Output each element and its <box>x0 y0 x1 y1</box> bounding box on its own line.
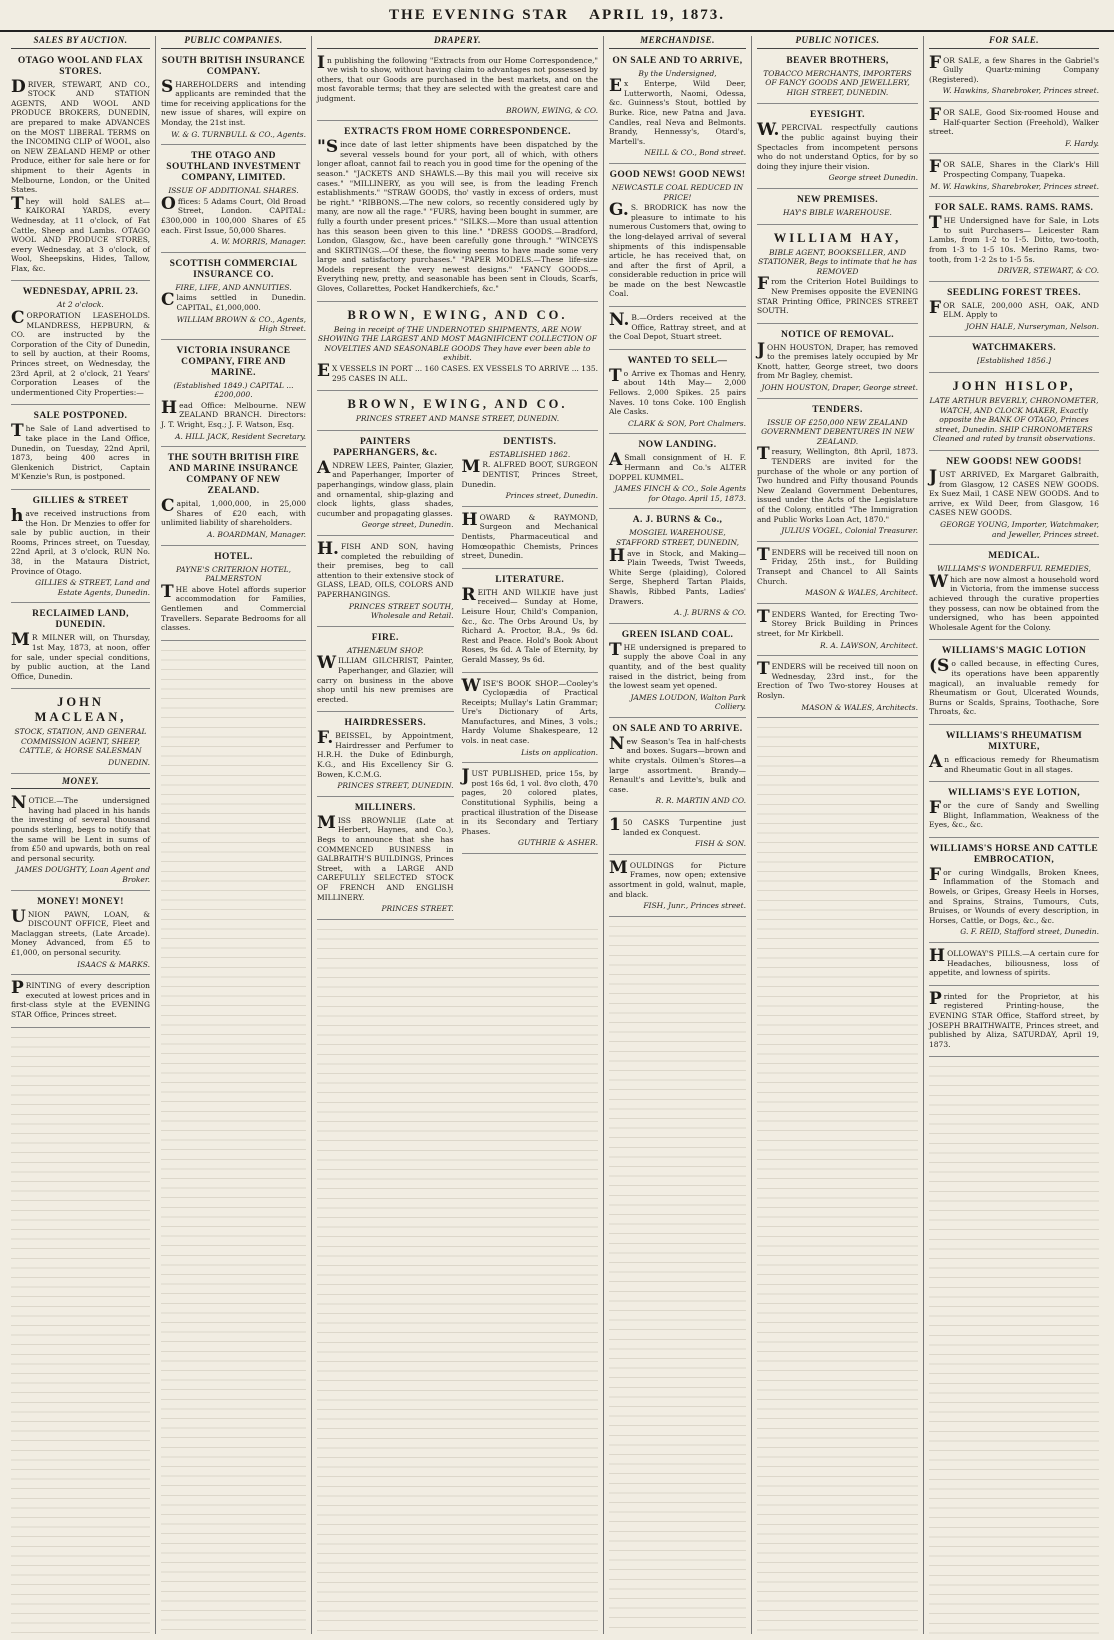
advertisement-body: New Season's Tea in half-chests and boxes. Sugars—brown and white crystals. Oilmen's Stores—a large assortment. Brandy—Renault's and Levitte's, bulk and case. <box>609 733 746 794</box>
advertisement-title: WILLIAMS'S HORSE AND CATTLE EMBROCATION, <box>929 843 1099 865</box>
column-small-print <box>11 1031 150 1634</box>
advertisement-body: MISS BROWNLIE (Late at Herbert, Haynes, and Co.), Begs to announce that she has COMMENCED BUSINESS in GALBRAITH'S BUILDINGS, Princes Street, with a LARGE AND CAREFULLY SELECTED STOCK OF FRENCH AND ENGLISH MILLINERY. <box>317 812 454 902</box>
advertisement-body: Capital, 1,000,000, in 25,000 Shares of £20 each, with unlimited liability of shareholders. <box>161 496 306 528</box>
advertisement-signature: George street Dunedin. <box>828 173 918 183</box>
advertisement-signature: FISH, Junr., Princes street. <box>643 901 746 911</box>
advertisement-body: HOWARD & RAYMOND, Surgeon and Mechanical Dentists, Pharmaceutical and Homœopathic Chemists, Princes street, Dunedin. <box>461 509 598 561</box>
advertisement-body: F.BEISSEL, by Appointment, Hairdresser and Perfumer to H.R.H. the Duke of Edinburgh, K.G., and His Excellency Sir G. Bowen, K.C.M.G. <box>317 728 454 779</box>
section-header: PUBLIC COMPANIES. <box>161 36 306 49</box>
advertisement-body: TENDERS will be received till noon on Wednesday, 23rd inst., for the Erection of Two Two-storey Houses at Roslyn. <box>757 659 918 700</box>
column-merchandise <box>604 36 752 1634</box>
column-auctions <box>6 36 156 1634</box>
column-small-print <box>929 1060 1099 1634</box>
advertisement-title: WILLIAMS'S RHEUMATISM MIXTURE, <box>945 730 1083 752</box>
advertisement-title: SOUTH BRITISH INSURANCE COMPANY. <box>161 55 306 77</box>
advertisement-body: EX VESSELS IN PORT ... 160 CASES. EX VESSELS TO ARRIVE ... 135. 295 CASES IN ALL. <box>317 361 598 383</box>
advertisement <box>609 512 746 623</box>
advertisement <box>929 157 1099 197</box>
advertisement-subtitle: NEWCASTLE COAL REDUCED IN PRICE! <box>611 182 744 202</box>
advertisement-signature: GILLIES & STREET, Land and Estate Agents, Dunedin. <box>35 578 150 597</box>
advertisement <box>929 285 1099 338</box>
advertisement-signature: MASON & WALES, Architect. <box>805 588 918 598</box>
column-drapery <box>312 36 604 1634</box>
advertisement-body: An efficacious remedy for Rheumatism and Rheumatic Gout in all stages. <box>929 751 1099 774</box>
subcolumn-right <box>462 434 599 923</box>
advertisement <box>11 894 150 976</box>
advertisement-title: PAINTERS PAPERHANGERS, &c. <box>333 436 438 458</box>
advertisement <box>317 539 454 627</box>
advertisement <box>317 800 454 920</box>
advertisement-title: JOHN MACLEAN, <box>34 695 127 725</box>
advertisement-title: THE OTAGO AND SOUTHLAND INVESTMENT COMPANY, LIMITED. <box>166 151 301 184</box>
advertisement-body: Treasury, Wellington, 8th April, 1873. TENDERS are invited for the purchase of the whole or any portion of Two hundred and Fifty thousand Pounds New Zealand Government Debentures, issued under the Acts of the Legislature of the Colony, entitled "The Immigration and Public Works Loan Act, 1870." <box>757 444 918 524</box>
advertisement-body: W.PERCIVAL respectfully cautions the public against buying their Spectacles from incompetent persons who do not understand Optics, for by so doing they injure their vision. <box>757 120 918 171</box>
advertisement <box>929 454 1099 545</box>
advertisement-title: RECLAIMED LAND, DUNEDIN. <box>32 609 129 631</box>
advertisement <box>757 192 918 225</box>
advertisement <box>317 630 454 713</box>
advertisement-title: NOW LANDING. <box>638 440 717 451</box>
advertisement-body: have received instructions from the Hon. Dr Menzies to offer for sale by public auction, in their Rooms, Princes street, on Tuesday, 22nd April, at 3 o'clock, RUN No. 38, in the Mataura District, Province of Otago. <box>11 505 150 576</box>
advertisement-body: TENDERS will be received till noon on Friday, 25th inst., for Building Transept and Chancel to All Saints Church. <box>757 544 918 586</box>
advertisement-subtitle: WILLIAMS'S WONDERFUL REMEDIES, <box>937 564 1091 574</box>
advertisement-signature: W. Hawkins, Sharebroker, Princes street. <box>942 86 1099 96</box>
advertisement <box>11 978 150 1027</box>
advertisement-title: ON SALE AND TO ARRIVE, <box>612 55 743 66</box>
advertisement <box>161 450 306 545</box>
advertisement-subtitle: BIBLE AGENT, BOOKSELLER, AND STATIONER, Begs to intimate that he has REMOVED <box>758 247 917 276</box>
advertisement-signature: A. J. BURNS & CO. <box>674 608 746 618</box>
advertisement-body: JUST PUBLISHED, price 15s, by post 16s 6d, 1 vol. 8vo cloth, 470 pages, 20 colored plates, Constitutional Syphilis, being a practical illustration of the Disease in its Secondary and Tertiary Phases. <box>461 766 598 836</box>
masthead <box>0 0 1114 32</box>
column-public-notices <box>752 36 924 1634</box>
advertisement-body: NOTICE.—The undersigned having had placed in his hands the investing of several thousand pounds sterling, begs to notify that the same will be Lent in sums of from £50 and upwards, both on real and personal security. <box>11 793 150 863</box>
advertisement-title: BROWN, EWING, AND CO. <box>347 397 568 412</box>
advertisement-body: H.FISH AND SON, having completed the rebuilding of their premises, beg to call attention to their extensive stock of GLASS, LEAD, OILS, COLORS AND PAPERHANGINGS. <box>317 538 454 599</box>
advertisement-body: (So called because, in effecting Cures, its operations have been apparently magical), an invaluable remedy for Rheumatism or Gout, Ulcerated Wounds, Burns or Scalds, Sprains, Toothache, Sore Throats, &c. <box>929 656 1099 717</box>
advertisement-title: ON SALE AND TO ARRIVE. <box>612 723 743 734</box>
advertisement <box>11 692 150 773</box>
advertisement-body: JUST ARRIVED, Ex Margaret Galbraith, from Glasgow, 12 CASES NEW GOODS. Ex Suez Mail, 1 CASE NEW GOODS. And to arrive, ex Wild Deer, from Glasgow, 16 CASES NEW GOODS. <box>929 467 1099 518</box>
advertisement-signature: MASON & WALES, Architects. <box>801 702 918 712</box>
advertisement-subtitle: (Established 1849.) CAPITAL ... £200,000. <box>173 380 294 400</box>
advertisement <box>462 510 599 569</box>
advertisement-title: EYESIGHT. <box>810 110 865 121</box>
column-public-companies <box>156 36 312 1634</box>
advertisement-subtitle: ESTABLISHED 1862. <box>489 449 571 459</box>
column-small-print <box>317 923 598 1634</box>
advertisement-body: WISE'S BOOK SHOP.—Cooley's Cyclopædia of Practical Receipts; Mullay's Latin Grammar; Ure's Dictionary of Arts, Manufactures, and Mines, 3 vols.; Hardy Volume Shakespeare, 12 vols. in neat case. <box>461 675 598 746</box>
advertisement-body: REITH AND WILKIE have just received— Sunday at Home, Leisure Hour, Child's Companion, &c., &c. The Orbs Around Us, by Richard A. Proctor, B.A., 9s 6d. Rest and Peace. Hold's Book About Roses, 9s 6d. A Tale of Eternity, by Gerald Massey, 9s 6d. <box>461 584 598 664</box>
advertisement-body: Have in Stock, and Making— Plain Tweeds, Twist Tweeds, White Serge (plaiding), Colored Serge, Shepherd Tartan Plaids, Shawls, Ribbed Pants, Ladies' Drawers. <box>609 545 746 606</box>
advertisement-signature: F. Hardy. <box>1065 138 1099 148</box>
advertisement-subtitle: At 2 o'clock. <box>57 300 104 310</box>
advertisement-body: Offices: 5 Adams Court, Old Broad Street, London. CAPITAL: £300,000 in 100,000 Shares of £5 each. First Issue, 50,000 Shares. <box>161 193 306 235</box>
advertisement <box>609 437 746 509</box>
advertisement <box>11 793 150 890</box>
advertisement <box>161 148 306 253</box>
advertisement-title: VICTORIA INSURANCE COMPANY, FIRE AND MARINE. <box>176 345 291 378</box>
advertisement-title: MEDICAL. <box>988 551 1040 562</box>
advertisement-body: HOLLOWAY'S PILLS.—A certain cure for Headaches, biliousness, loss of appetite, and lowness of spirits. <box>929 946 1099 978</box>
advertisement-body: WILLIAM GILCHRIST, Painter, Paperhanger, and Glazier, will carry on business in the above shop until his new premises are erected. <box>317 653 454 704</box>
advertisement-title: TENDERS. <box>812 404 863 415</box>
advertisement-title: EXTRACTS FROM HOME CORRESPONDENCE. <box>344 127 571 138</box>
advertisement-body: Printed for the Proprietor, at his registered Printing-house, the EVENING STAR Office, Stafford street, by JOSEPH BRAITHWAITE, Princes street, and published by Aliza, SATURDAY, April 19, 1873. <box>929 988 1099 1049</box>
advertisement-title: A. J. BURNS & Co., <box>632 515 723 526</box>
advertisement-body: To Arrive ex Thomas and Henry, about 14th May— 2,000 Fellows. 2,000 Spikes. 25 pairs Naves. 10 tons Coke. 100 English Ale Casks. <box>609 365 746 417</box>
column-small-print <box>609 920 746 1634</box>
advertisement-signature: George street, Dunedin. <box>361 520 454 530</box>
advertisement-subtitle: FIRE, LIFE, AND ANNUITIES. <box>175 282 292 292</box>
advertisement-signature: R. R. MARTIN AND CO. <box>655 796 746 806</box>
advertisement <box>757 228 918 324</box>
advertisement-title: GILLIES & STREET <box>32 495 129 506</box>
advertisement <box>929 785 1099 838</box>
advertisement-title: MILLINERS. <box>354 802 416 813</box>
advertisement-body: In publishing the following "Extracts from our Home Correspondence," we wish to show, without having claim to advantages not possessed by others, that our Goods are purchased in the best markets, and on the most favorable terms; that they are selected with the greatest care and judgment. <box>317 52 598 103</box>
advertisement-signature: JAMES DOUGHTY, Loan Agent and Broker. <box>15 865 150 884</box>
advertisement-title: HAIRDRESSERS. <box>344 718 426 729</box>
section-header: MONEY. <box>11 777 150 790</box>
advertisement-body: SHAREHOLDERS and intending applicants are reminded that the time for receiving applications for the new issue of shares, will expire on Monday, the 21st inst. <box>161 76 306 127</box>
column-small-print <box>757 721 918 1634</box>
advertisement-body: ASmall consignment of H. F. Hermann and Co.'s ALTER DOPPEL KUMMEL. <box>609 450 746 482</box>
advertisement-title: DENTISTS. <box>503 436 557 447</box>
advertisement-title: NOTICE OF REMOVAL. <box>780 329 895 340</box>
advertisement <box>161 343 306 448</box>
advertisement-body: TENDERS Wanted, for Erecting Two-Storey Brick Building in Princes street, for Mr Kirkbell. <box>757 606 918 638</box>
advertisement <box>757 545 918 604</box>
advertisement-title: LITERATURE. <box>495 574 565 585</box>
advertisement-title: WILLIAM HAY, <box>773 230 902 245</box>
advertisement <box>317 715 454 797</box>
drapery-subcolumns <box>317 434 598 923</box>
advertisement-signature: JAMES FINCH & CO., Sole Agents for Otago. April 15, 1873. <box>614 484 746 503</box>
issue-date: APRIL 19, 1873. <box>589 7 725 23</box>
advertisement <box>929 548 1099 640</box>
advertisement <box>11 53 150 282</box>
advertisement-title: MONEY! MONEY! <box>37 896 124 907</box>
advertisement-body: PRINTING of every description executed at lowest prices and in first-class style at the EVENING STAR Office, Princes street. <box>11 978 150 1019</box>
advertisement-body: From the Criterion Hotel Buildings to New Premises opposite the EVENING STAR Printing Office, PRINCES STREET SOUTH. <box>757 274 918 316</box>
advertisement <box>929 728 1099 782</box>
advertisement <box>462 572 599 673</box>
advertisement-signature: Princes street, Dunedin. <box>505 491 598 501</box>
advertisement-body: FOR SALE, a few Shares in the Gabriel's Gully Quartz-mining Company (Registered). <box>929 52 1099 84</box>
advertisement-subtitle: LATE ARTHUR BEVERLY, CHRONOMETER, WATCH, AND CLOCK MAKER, Exactly opposite the BANK OF OTAGO, Princes street, Dunedin. SHIP CHRONOMETERS Cleaned and rated by transit observations. <box>929 396 1099 444</box>
advertisement-title: SCOTTISH COMMERCIAL INSURANCE CO. <box>169 258 298 280</box>
column-small-print <box>161 644 306 1634</box>
advertisement-signature: PRINCES STREET SOUTH, Wholesale and Retail. <box>348 601 454 621</box>
advertisement-subtitle: MOSGIEL WAREHOUSE, STAFFORD STREET, DUNEDIN, <box>616 528 739 547</box>
advertisement-subtitle: PRINCES STREET AND MANSE STREET, DUNEDIN. <box>355 414 560 424</box>
advertisement-signature: ISAACS & MARKS. <box>77 959 150 969</box>
advertisement-title: WATCHMAKERS. <box>971 343 1057 354</box>
advertisement-signature: Lists on application. <box>521 747 598 757</box>
advertisement-subtitle: By the Undersigned, <box>638 68 717 78</box>
advertisement-signature: A. W. MORRIS, Manager. <box>211 237 306 247</box>
advertisement-subtitle: TOBACCO MERCHANTS, IMPORTERS OF FANCY GOODS AND JEWELLERY, HIGH STREET, DUNEDIN. <box>763 68 912 97</box>
advertisement-body: Ex Enterpe, Wild Deer, Lutterworth, Naomi, Odessa, &c. Guinness's Stout, bottled by Burke. Rice, new Patna and Java. Candles, real Neva and Belmonts. Brandy, Hennessy's, Otard's, Martell's. <box>609 76 746 146</box>
advertisement-signature: JAMES LOUDON, Walton Park Colliery. <box>630 692 746 712</box>
advertisement <box>929 105 1099 154</box>
advertisement-subtitle: [Established 1856.] <box>976 356 1052 366</box>
advertisement <box>757 402 918 542</box>
advertisement <box>11 284 150 405</box>
advertisement-signature: DUNEDIN. <box>108 758 150 768</box>
advertisement-body: FOR SALE, Good Six-roomed House and Half-quarter Section (Freehold), Walker street. <box>929 104 1099 137</box>
column-for-sale <box>924 36 1104 1634</box>
advertisement-body: THE above Hotel affords superior accommodation for Families, Gentlemen and Commercial Travellers. Separate Bedrooms for all classes. <box>161 581 306 633</box>
advertisement-body: For curing Windgalls, Broken Knees, Inflammation of the Stomach and Bowels, or Gripes, Greasy Heels in Horses, and Sprains, Strains, Tumours, Cuts, Bruises, or Wounds of every description, in Horses, Cattle, or Dogs, &c., &c. <box>929 864 1099 925</box>
advertisement-body: ANDREW LEES, Painter, Glazier, and Paperhanger, Importer of paperhangings, window glass, plain and ornamental, ship-glazing and clock lights, glass shades, cucumber and propagating glasses. <box>317 457 454 518</box>
advertisement-body: N.B.—Orders received at the Office, Rattray street, and at the Coal Depot, Stuart street. <box>609 310 746 342</box>
advertisement-title: FIRE. <box>371 632 399 643</box>
advertisement-title: WEDNESDAY, APRIL 23. <box>22 287 139 298</box>
advertisement <box>609 627 746 718</box>
advertisement-body: For the cure of Sandy and Swelling Blight, Inflammation, Weakness of the Eyes, &c., &c. <box>929 798 1099 830</box>
advertisement-subtitle: ISSUE OF £250,000 NEW ZEALAND GOVERNMENT DEBENTURES IN NEW ZEALAND. <box>761 417 914 446</box>
advertisement-signature: NEILL & CO., Bond street. <box>644 148 746 158</box>
advertisement <box>609 858 746 917</box>
section-header: DRAPERY. <box>317 36 598 49</box>
section-header: PUBLIC NOTICES. <box>757 36 918 49</box>
advertisement-body: FOR SALE, Shares in the Clark's Hill Prospecting Company, Tuapeka. <box>929 157 1099 179</box>
section-header: MERCHANDISE. <box>609 36 746 49</box>
advertisement <box>757 53 918 105</box>
advertisement <box>609 721 746 812</box>
advertisement <box>757 107 918 189</box>
advertisement-body: THE undersigned is prepared to supply the above Coal in any quantity, and of the best quality raised in the district, being from the lowest seam yet opened. <box>609 639 746 691</box>
advertisement-signature: JOHN HALE, Nurseryman, Nelson. <box>965 321 1099 331</box>
advertisement-title: GOOD NEWS! GOOD NEWS! <box>609 169 746 180</box>
advertisement-title: GREEN ISLAND COAL. <box>621 629 734 640</box>
advertisement <box>462 434 599 507</box>
advertisement <box>929 946 1099 986</box>
advertisement-body: DRIVER, STEWART, AND CO., STOCK AND STATION AGENTS, AND WOOL AND PRODUCE BROKERS, DUNEDIN, are prepared to make ADVANCES on the MOST LIBERAL TERMS on the INCOMING CLIP of WOOL, also on NEW ZEALAND HEMP or other Produce, either for sale here or for shipment to their Agents in Melbourne, London, or the United States. <box>11 76 150 195</box>
advertisement-body: The Sale of Land advertised to take place in the Land Office, Dunedin, on Tuesday, 22nd April, 1873, being 400 acres in Glenkenich District, Captain M'Kenzie's Run, is postponed. <box>11 421 150 482</box>
page-columns <box>6 36 1108 1634</box>
advertisement <box>317 305 598 392</box>
advertisement-title: WANTED TO SELL— <box>627 355 728 366</box>
advertisement-signature: FISH & SON. <box>694 839 746 849</box>
advertisement-body-extra: They will hold SALES at— KAIKORAI YARDS, every Wednesday, at 11 o'clock, of Fat Cattle, Sheep and Lambs. OTAGO WOOL AND PRODUCE STORES, every Wednesday, at 3 o'clock, of Wool, Sheepskins, Hides, Tallow, Flax, &c. <box>11 193 150 273</box>
advertisement-signature: GEORGE YOUNG, Importer, Watchmaker, and Jeweller, Princes street. <box>940 520 1099 539</box>
advertisement <box>11 493 150 603</box>
advertisement <box>929 376 1099 451</box>
advertisement-title: NEW PREMISES. <box>796 194 879 205</box>
advertisement <box>929 340 1099 373</box>
advertisement-signature: GUTHRIE & ASHER. <box>518 838 598 848</box>
advertisement <box>161 549 306 641</box>
advertisement-body: CORPORATION LEASEHOLDS. MLANDRESS, HEPBURN, & CO. are instructed by the Corporation of the City of Dunedin, to sell by auction, at their Rooms, Princes street, on Wednesday, the 23rd April, at 2 o'clock, 21 Years' Corporation Leases of the undermentioned City Properties:— <box>11 308 150 397</box>
advertisement-body: THE Undersigned have for Sale, in Lots to suit Purchasers— Leicester Ram Lambs, from 1-2 to 1-5. Ditto, two-tooth, from 1-3 to 1-5 10s. Merino Rams, two-tooth, from 1-2 2s to 1-5 5s. <box>929 213 1099 264</box>
advertisement-signature: BROWN, EWING, & CO. <box>506 105 598 115</box>
advertisement <box>929 989 1099 1058</box>
subcolumn-left <box>317 434 454 923</box>
advertisement <box>462 766 599 854</box>
newspaper-title: THE EVENING STAR <box>389 7 570 23</box>
advertisement <box>317 124 598 302</box>
section-header: FOR SALE. <box>929 36 1099 49</box>
advertisement-title: JOHN HISLOP, <box>952 379 1076 394</box>
advertisement-title: FOR SALE. RAMS. RAMS. RAMS. <box>934 203 1094 214</box>
advertisement <box>609 815 746 855</box>
advertisement-body: Which are now almost a household word in Victoria, from the immense success achieved through the curative properties they possess, can now be obtained from the undersigned, who has been appointed Wholesale Agent for the Colony. <box>929 571 1099 632</box>
advertisement-signature: W. & G. TURNBULL & CO., Agents. <box>171 129 306 139</box>
advertisement-title: BROWN, EWING, AND CO. <box>347 307 568 322</box>
advertisement <box>609 167 746 307</box>
advertisement <box>757 659 918 718</box>
advertisement <box>317 53 598 122</box>
advertisement <box>11 606 150 689</box>
advertisement <box>757 607 918 656</box>
advertisement-body: "Since date of last letter shipments have been dispatched by the several vessels bound for your port, all of which, with others longer afloat, cannot fail to reach you in good time for the opening of the season." "JACKETS AND SHAWLS.—By this mail you will receive six cases." "MILLINERY, as you will see, is from the leading French establishments." "STRAW GOODS, tho' vastly in excess of orders, must be right." "RIBBONS.—The new colors, so recently considered ugly by many, are now all the rage." "FURS, having been bought in summer, are fully a fourth under present prices." "SILKS.—More than usual attention has this season been given to this line." "DRESS GOODS.—Bradford, London, Glasgow, &c., have been carefully gone through." "WINCEYS and SKIRTINGS.—Of these, the flowing seems to have made some very large and satisfactory purchases." "PAPER MODELS.—These life-size Models represent the very newest designs." "FANCY GOODS.—Everything new, pretty, and seasonable has been sent in Clouds, Scarfs, Gloves, Collarettes, Pocket Handkerchiefs, &c." <box>317 137 598 294</box>
advertisement <box>462 676 599 764</box>
advertisement <box>317 394 598 431</box>
advertisement <box>929 53 1099 102</box>
advertisement-signature: CLARK & SON, Port Chalmers. <box>627 418 746 428</box>
advertisement-title: THE SOUTH BRITISH FIRE AND MARINE INSURANCE COMPANY OF NEW ZEALAND. <box>167 453 300 497</box>
advertisement-signature: DRIVER, STEWART, & CO. <box>997 266 1099 276</box>
advertisement-body: MR. ALFRED BOOT, SURGEON DENTIST, Princes Street, Dunedin. <box>461 457 598 489</box>
advertisement <box>161 53 306 146</box>
advertisement-signature: R. A. LAWSON, Architect. <box>819 640 918 650</box>
advertisement-body: Head Office: Melbourne. NEW ZEALAND BRANCH. Directors: J. T. Wright, Esq.; J. F. Watson, Esq. <box>161 397 306 430</box>
advertisement-subtitle: PAYNE'S CRITERION HOTEL, PALMERSTON <box>175 564 292 584</box>
advertisement-title: SALE POSTPONED. <box>33 411 128 422</box>
advertisement-title: OTAGO WOOL AND FLAX STORES. <box>17 55 144 77</box>
advertisement-subtitle: ATHENÆUM SHOP. <box>347 645 424 655</box>
advertisement-subtitle: HAY'S BIBLE WAREHOUSE. <box>783 207 892 217</box>
advertisement-body: Claims settled in Dunedin. CAPITAL, £1,000,000. <box>161 290 306 312</box>
advertisement-signature: PRINCES STREET. <box>381 904 454 914</box>
advertisement-body: G.S. BRODRICK has now the pleasure to intimate to his numerous Customers that, owing to the long-delayed arrival of several shipments of this indispensable article, he has received that, on and after the first of April, a considerable reduction in price will be made on the best Newcastle Coal. <box>609 200 746 299</box>
advertisement-signature: JULIUS VOGEL, Colonial Treasurer. <box>781 526 918 536</box>
advertisement-signature: A. BOARDMAN, Manager. <box>207 530 306 540</box>
advertisement-signature: PRINCES STREET, DUNEDIN. <box>337 781 454 791</box>
advertisement-subtitle: STOCK, STATION, AND GENERAL COMMISSION AGENT, SHEEP, CATTLE, & HORSE SALESMAN <box>14 727 147 756</box>
advertisement-title: NEW GOODS! NEW GOODS! <box>946 457 1082 468</box>
section-header: SALES BY AUCTION. <box>11 36 150 49</box>
advertisement-body: 150 CASKS Turpentine just landed ex Conquest. <box>609 815 746 837</box>
advertisement <box>929 841 1099 943</box>
advertisement-signature: A. HILL JACK, Resident Secretary. <box>175 431 306 441</box>
advertisement-subtitle: ISSUE OF ADDITIONAL SHARES. <box>168 186 299 196</box>
advertisement-title: WILLIAMS'S EYE LOTION, <box>947 788 1081 799</box>
advertisement-title: BEAVER BROTHERS, <box>786 55 889 66</box>
advertisement-body: MR MILNER will, on Thursday, 1st May, 1873, at noon, offer for sale, under special conditions, by public auction, at the Land Office, Dunedin. <box>11 630 150 681</box>
advertisement <box>161 256 306 340</box>
advertisement <box>11 408 150 490</box>
advertisement-signature: WILLIAM BROWN & CO., Agents, High Street. <box>176 314 306 334</box>
advertisement-signature: G. F. REID, Stafford street, Dunedin. <box>960 927 1099 937</box>
advertisement <box>609 53 746 164</box>
advertisement-signature: JOHN HOUSTON, Draper, George street. <box>761 383 918 393</box>
advertisement <box>317 434 454 536</box>
advertisement <box>609 353 746 435</box>
advertisement <box>929 200 1099 282</box>
advertisement-body: JOHN HOUSTON, Draper, has removed to the premises lately occupied by Mr Knott, hatter, George street, two doors from Mr Bagley, chemist. <box>757 339 918 381</box>
advertisement-title: WILLIAMS'S MAGIC LOTION <box>941 646 1087 657</box>
advertisement <box>757 327 918 399</box>
advertisement <box>609 310 746 350</box>
advertisement-title: SEEDLING FOREST TREES. <box>947 287 1081 298</box>
advertisement-title: HOTEL. <box>214 551 253 562</box>
advertisement-signature: M. W. Hawkins, Sharebroker, Princes street. <box>930 181 1099 191</box>
advertisement <box>929 643 1099 725</box>
advertisement-subtitle: Being in receipt of THE UNDERNOTED SHIPMENTS, ARE NOW SHOWING THE LARGEST AND MOST MAGNIFICENT COLLECTION OF NOVELTIES AND SEASONABLE GOODS They have ever been able to exhibit. <box>317 324 598 363</box>
advertisement-body: MOULDINGS for Picture Frames, now open; extensive assortment in gold, walnut, maple, and black. <box>609 857 746 899</box>
advertisement-body: UNION PAWN, LOAN, & DISCOUNT OFFICE, Fleet and Maclaggan streets, (Late Arcade). Money Advanced, from £5 to £1,000, on personal security. <box>11 906 150 957</box>
advertisement-body: FOR SALE, 200,000 ASH, OAK, AND ELM. Apply to <box>929 297 1099 320</box>
